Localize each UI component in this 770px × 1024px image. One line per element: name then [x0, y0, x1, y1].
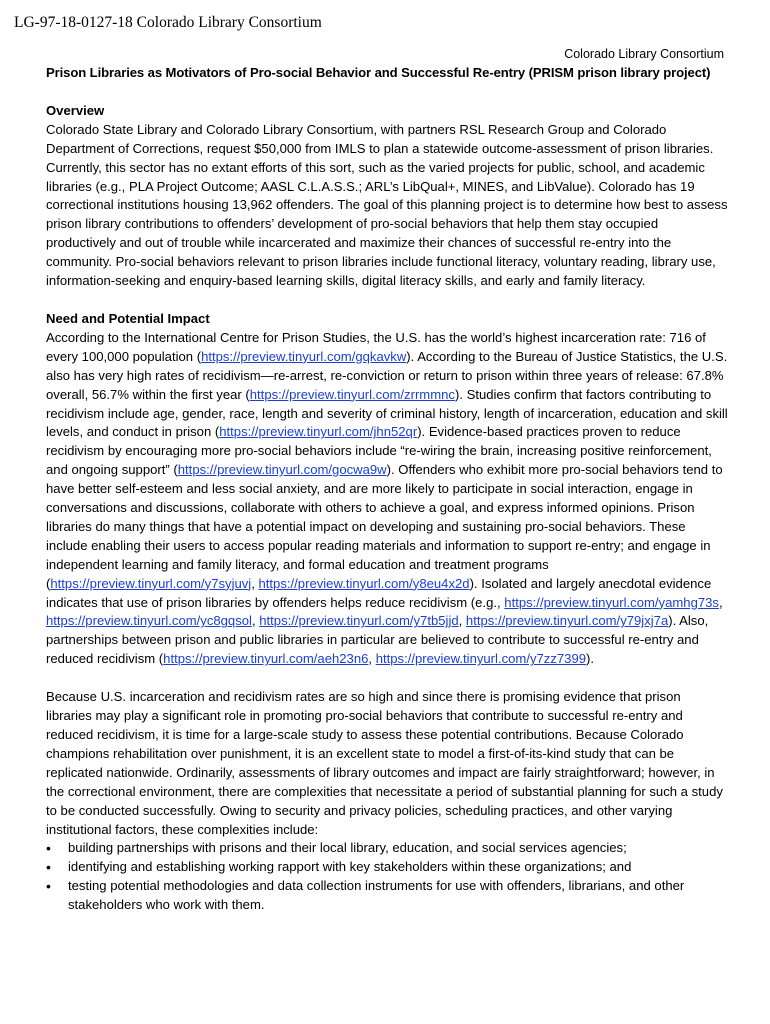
- need-heading: Need and Potential Impact: [46, 310, 210, 326]
- need-text: ). Isolated and largely anecdotal evidence indicates that use of prison libraries by offenders helps reduce recidivism (e.g.,: [46, 575, 712, 610]
- link-evidence[interactable]: https://preview.tinyurl.com/gocwa9w: [177, 462, 387, 478]
- list-item: • building partnerships with prisons and their local library, education, and social services agencies;: [68, 839, 728, 858]
- list-item: • identifying and establishing working rapport with key stakeholders within these organizations; and: [68, 858, 728, 877]
- need-text: ). Also, partnerships between prison and public libraries in particular are believed to contribute to successful re-entry and reduced recidivism (: [46, 613, 709, 667]
- link-anecdotal-2[interactable]: https://preview.tinyurl.com/yc8gqsol: [46, 613, 252, 629]
- organization-label: Colorado Library Consortium: [564, 47, 724, 61]
- need-text: ). Evidence-based practices proven to reduce recidivism by encouraging more pro-social behaviors include “re-wiring the brain, increasing positive reinforcement, and ongoing support” (: [46, 424, 712, 478]
- separator: ,: [458, 613, 466, 629]
- need-text: ). According to the Bureau of Justice Statistics, the U.S. also has very high rates of recidivism—re-arrest, re-conviction or return to prison within three years of release: 67.8% overall, 56.7% within the first year (: [46, 348, 728, 402]
- because-paragraph: Because U.S. incarceration and recidivism rates are so high and since there is promising evidence that prison libraries may play a significant role in promoting pro-social behaviors that contribute to successful re-entry and reduced recidivism, it is time for a large-scale study to assess these potential contributions. Because Colorado champions rehabilitation over punishment, it is an excellent state to model a first-of-its-kind study that can be replicated nationwide. Ordinarily, assessments of library outcomes and impact are fairly straightforward; however, in the correctional environment, there are complexities that necessitate a period of substantial planning for such a study to be conducted successfully. Owing to security and privacy policies, scheduling practices, and other varying institutional factors, these complexities include:: [46, 689, 723, 837]
- need-paragraph: [46, 329, 728, 669]
- separator: ,: [368, 651, 376, 667]
- document-id: LG-97-18-0127-18 Colorado Library Consortium: [14, 14, 322, 31]
- link-icps[interactable]: https://preview.tinyurl.com/gqkavkw: [201, 348, 407, 364]
- link-anecdotal-1[interactable]: https://preview.tinyurl.com/yamhg73s: [504, 594, 719, 610]
- separator: ,: [251, 575, 259, 591]
- link-partnerships-2[interactable]: https://preview.tinyurl.com/y7zz7399: [375, 651, 587, 667]
- list-item: • testing potential methodologies and data collection instruments for use with offenders, librarians, and other stakeholders who work with them.: [68, 877, 728, 915]
- overview-paragraph: Colorado State Library and Colorado Library Consortium, with partners RSL Research Group and Colorado Department of Corrections, request $50,000 from IMLS to plan a statewide outcome-assessment of prison libraries. Currently, this sector has no extant efforts of this sort, such as the varied projects for public, school, and academic libraries (e.g., PLA Project Outcome; AASL C.L.A.S.S.; ARL’s LibQual+, MINES, and LibValue). Colorado has 19 correctional institutions housing 13,962 offenders. The goal of this planning project is to determine how best to assess prison library contributions to offenders’ development of pro-social behaviors that help them stay occupied productively and out of trouble while incarcerated and maximize their chances of successful re-entry into the community. Pro-social behaviors relevant to prison libraries include functional literacy, voluntary reading, library use, information-seeking and enquiry-based learning skills, digital literacy skills, and early and family literacy.: [46, 121, 728, 289]
- link-bjs[interactable]: https://preview.tinyurl.com/zrrmmnc: [249, 386, 455, 402]
- overview-heading: Overview: [46, 102, 105, 118]
- separator: ,: [718, 594, 723, 610]
- link-factors[interactable]: https://preview.tinyurl.com/jhn52qr: [219, 424, 418, 440]
- separator: ,: [251, 613, 260, 629]
- link-programs-1[interactable]: https://preview.tinyurl.com/y7syjuvj: [50, 575, 252, 591]
- need-text: ). Offenders who exhibit more pro-social behaviors tend to have better self-esteem and less social anxiety, and are more likely to participate in social interaction, engage in conversations and discussions, collaborate with others to achieve a goal, and express informed opinions. Prison libraries do many things that have a potential impact on developing and sustaining pro-social behaviors. These include enabling their users to access popular reading materials and information to support re-entry; and engage in independent learning and family literacy, and formal education and treatment programs (: [46, 462, 723, 591]
- need-text: According to the International Centre for Prison Studies, the U.S. has the world’s highest incarceration rate: 716 of every 100,000 population (: [46, 329, 706, 364]
- document-body: [46, 64, 728, 915]
- link-anecdotal-4[interactable]: https://preview.tinyurl.com/y79jxj7a: [465, 613, 669, 629]
- link-programs-2[interactable]: https://preview.tinyurl.com/y8eu4x2d: [258, 575, 470, 591]
- document-title: Prison Libraries as Motivators of Pro-social Behavior and Successful Re-entry (PRISM prison library project): [46, 65, 711, 80]
- link-partnerships-1[interactable]: https://preview.tinyurl.com/aeh23n6: [163, 651, 369, 667]
- link-anecdotal-3[interactable]: https://preview.tinyurl.com/y7tb5jjd: [259, 613, 459, 629]
- need-text: ). Studies confirm that factors contributing to recidivism include age, gender, race, length and severity of criminal history, length of incarceration, education and skill levels, and conduct in prison (: [46, 386, 728, 440]
- need-text: ).: [586, 651, 595, 667]
- complexities-list: [46, 839, 728, 915]
